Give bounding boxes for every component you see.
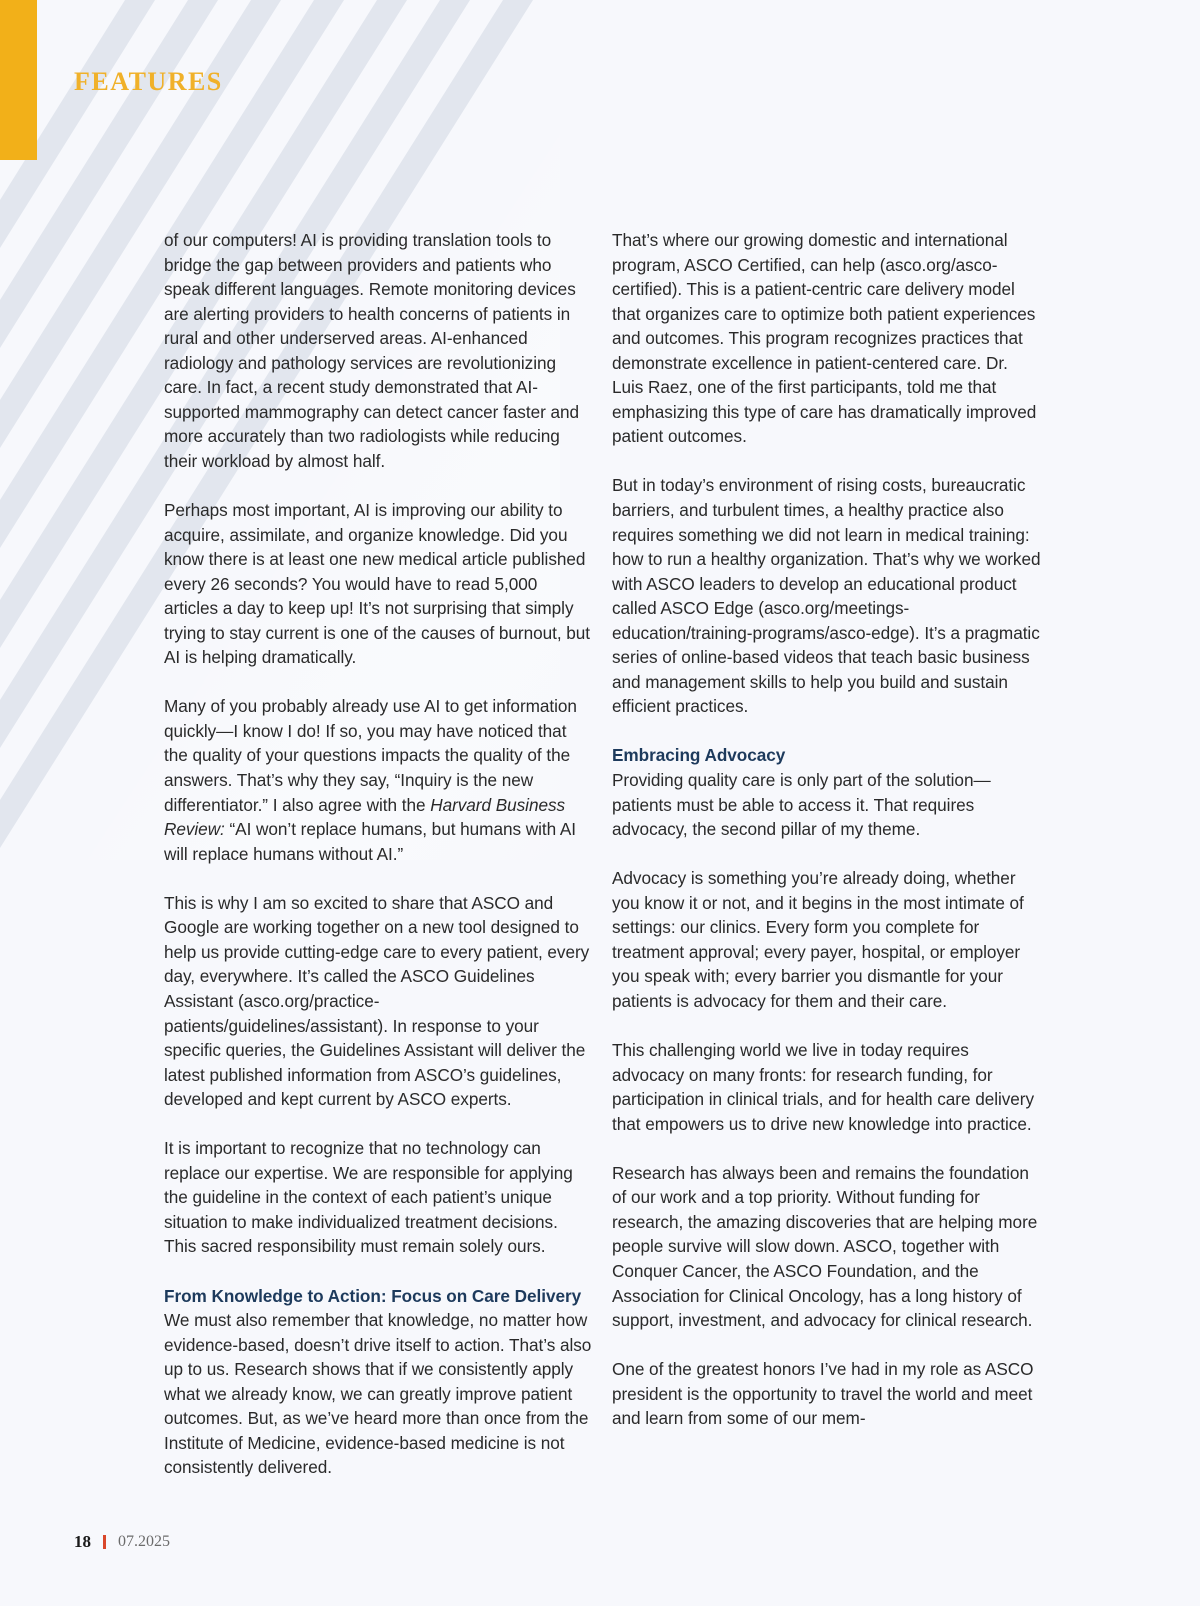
paragraph: It is important to recognize that no technology can replace our expertise. We are responsible for applying the guideline in the context of each patient’s unique situation to make individualized treatment decisions. This sacred responsibility must remain solely ours. xyxy=(164,1138,573,1257)
paragraph: Perhaps most important, AI is improving our ability to acquire, assimilate, and organize knowledge. Did you know there is at least one new medical article published every 26 seconds? You would have to read 5,000 articles a day to keep up! It’s not surprising that simply trying to stay current is one of the causes of burnout, but AI is helping dramatically. xyxy=(164,500,591,668)
paragraph-text: “AI won’t replace humans, but humans with AI will replace humans without AI.” xyxy=(164,819,577,864)
paragraph: But in today’s environment of rising costs, bureaucratic barriers, and turbulent times, a healthy practice also requires something we did not learn in medical training: how to run a healthy organization. That’s why we worked with ASCO leaders to develop an educational product called ASCO Edge (asco.org/meetings-education/training-programs/asco-edge). It’s a pragmatic series of online-based videos that teach basic business and management skills to help you build and sustain efficient practices. xyxy=(612,475,1041,717)
issue-date: 07.2025 xyxy=(118,1533,170,1550)
paragraph: We must also remember that knowledge, no matter how evidence-based, doesn’t drive itself to action. That’s also up to us. Research shows that if we consistently apply what we already know, we can greatly improve patient outcomes. But, as we’ve heard more than once from the Institute of Medicine, evidence-based medicine is not consistently delivered. xyxy=(164,1310,592,1478)
right-column xyxy=(612,228,1042,1431)
paragraph-text: Many of you probably already use AI to get information quickly—I know I do! If so, you may have noticed that the quality of your questions impacts the quality of the answers. That’s why they say, “Inquiry is the new differentiator.” I also agree with the xyxy=(164,696,577,815)
section-heading: Embracing Advocacy xyxy=(612,745,786,766)
paragraph: of our computers! AI is providing translation tools to bridge the gap between providers and patients who speak different languages. Remote monitoring devices are alerting providers to health concerns of patients in rural and other underserved areas. AI-enhanced radiology and pathology services are revolutionizing care. In fact, a recent study demonstrated that AI-supported mammography can detect cancer faster and more accurately than two radiologists while reducing their workload by almost half. xyxy=(164,230,580,471)
paragraph: Advocacy is something you’re already doing, whether you know it or not, and it begins in the most intimate of settings: our clinics. Every form you complete for treatment approval; every payer, hospital, or employer you speak with; every barrier you dismantle for your patients is advocacy for them and their care. xyxy=(612,868,1024,1011)
section-heading: From Knowledge to Action: Focus on Care Delivery xyxy=(164,1285,582,1306)
paragraph: That’s where our growing domestic and international program, ASCO Certified, can help (asco.org/asco-certified). This is a patient-centric care delivery model that organizes care to optimize both patient experiences and outcomes. This program recognizes practices that demonstrate excellence in patient-centered care. Dr. Luis Raez, one of the first participants, told me that emphasizing this type of care has dramatically improved patient outcomes. xyxy=(612,230,1037,447)
footer-separator xyxy=(103,1535,106,1549)
section-label: FEATURES xyxy=(74,67,223,96)
paragraph: Providing quality care is only part of the solution—patients must be able to access it. That requires advocacy, the second pillar of my theme. xyxy=(612,770,991,840)
paragraph: This challenging world we live in today requires advocacy on many fronts: for research funding, for participation in clinical trials, and for health care delivery that empowers us to drive new knowledge into practice. xyxy=(612,1040,1035,1134)
paragraph: Research has always been and remains the foundation of our work and a top priority. Without funding for research, the amazing discoveries that are helping more people survive will slow down. ASCO, together with Conquer Cancer, the ASCO Foundation, and the Association for Clinical Oncology, has a long history of support, investment, and advocacy for clinical research. xyxy=(612,1162,1038,1331)
page-footer xyxy=(74,1531,170,1553)
left-column xyxy=(164,228,594,1480)
paragraph xyxy=(164,694,594,866)
publication-title: Harvard Business Review: xyxy=(164,794,566,840)
accent-bar xyxy=(0,0,37,160)
paragraph: This is why I am so excited to share that ASCO and Google are working together on a new tool designed to help us provide cutting-edge care to every patient, every day, everywhere. It’s called the ASCO Guidelines Assistant (asco.org/practice-patients/guidelines/assistant). In response to your specific queries, the Guidelines Assistant will deliver the latest published information from ASCO’s guidelines, developed and kept current by ASCO experts. xyxy=(164,892,590,1110)
page-number: 18 xyxy=(74,1532,91,1551)
paragraph: One of the greatest honors I’ve had in my role as ASCO president is the opportunity to travel the world and meet and learn from some of our mem- xyxy=(612,1359,1034,1429)
